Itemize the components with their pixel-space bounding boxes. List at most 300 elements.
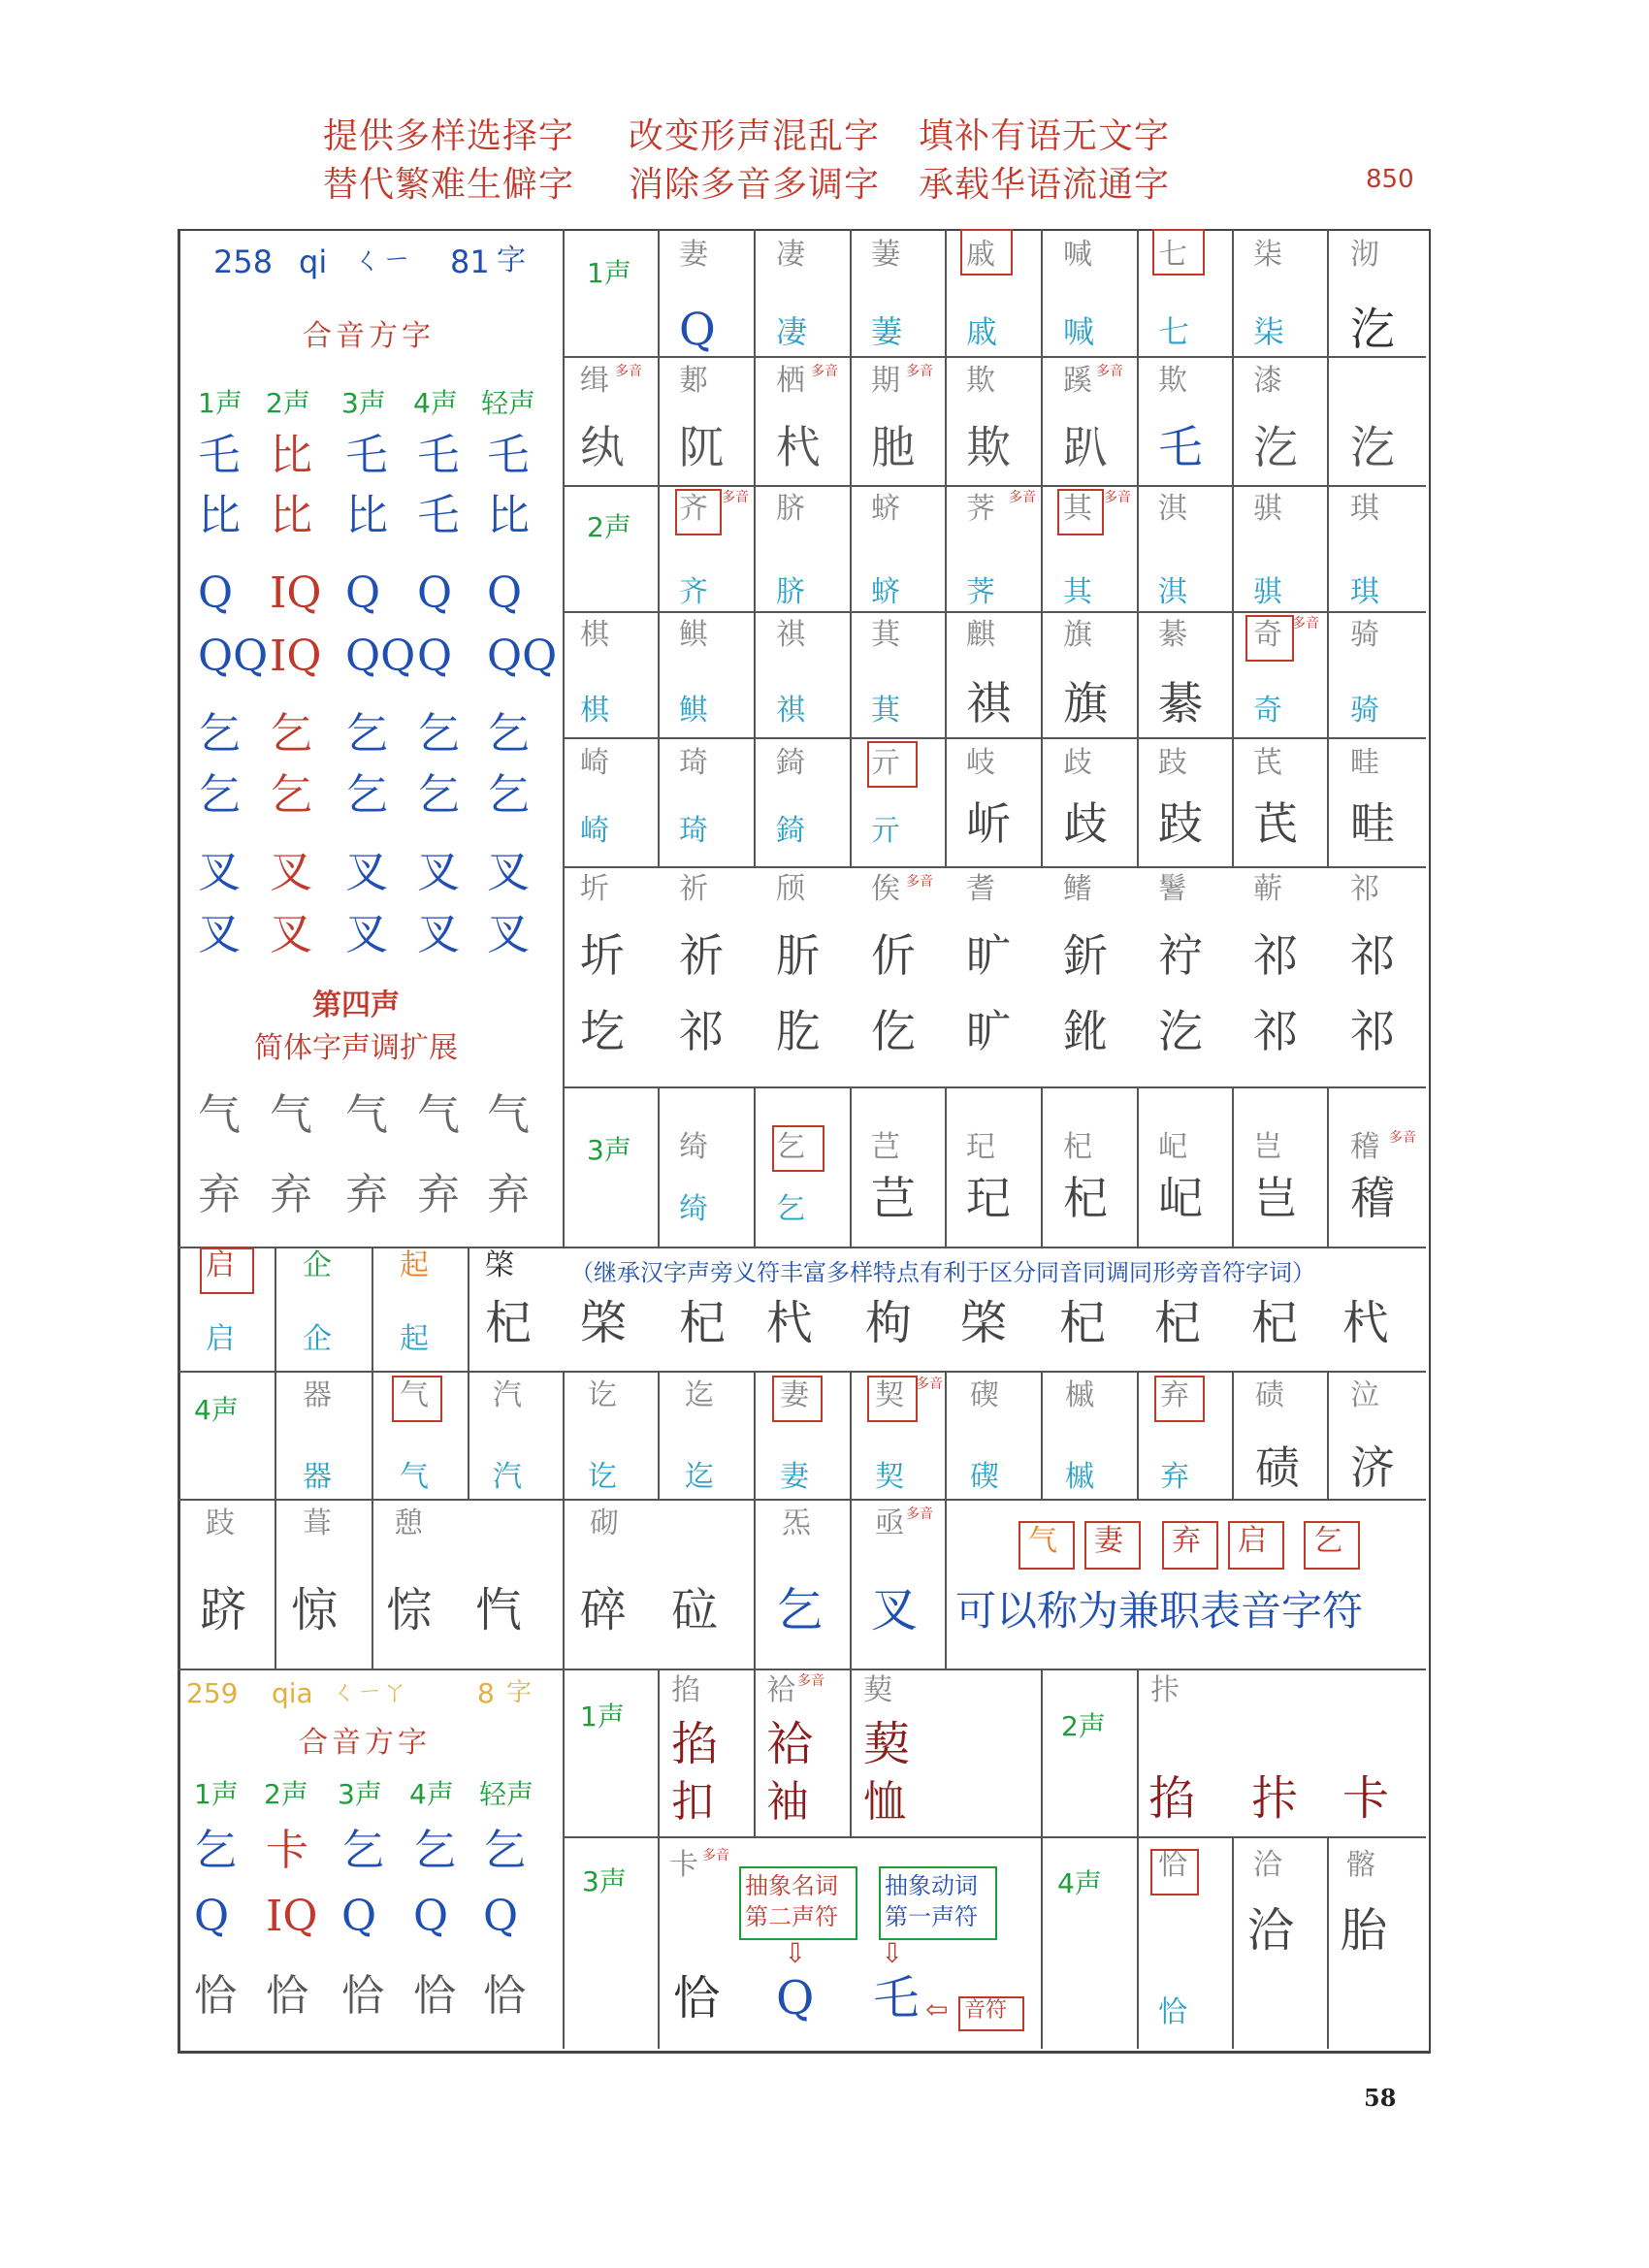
char-bot: 旷 <box>966 1005 1011 1057</box>
char-mid: 袷 <box>766 1717 814 1771</box>
char-large: 枸 <box>865 1296 913 1350</box>
char-bot: 屺 <box>1158 1172 1203 1224</box>
char-bot: 骑 <box>1350 694 1379 728</box>
noun-arrow-icon: ⇩ <box>784 1937 807 1969</box>
noun-note-2: 第二声符 <box>745 1903 838 1930</box>
char-bot: 汔 <box>1253 421 1298 473</box>
char-top: 亟 <box>875 1507 904 1540</box>
char-bot: 洽 <box>1247 1903 1295 1958</box>
ext-glyph: 弃 <box>487 1170 530 1219</box>
char-top: 歧 <box>1063 746 1092 780</box>
char-bot: 杙 <box>776 421 821 473</box>
char-top: 脐 <box>776 492 805 526</box>
char-bot: 亓 <box>871 814 900 848</box>
qi-glyph: 乞 <box>345 770 388 820</box>
sec259-subtitle: 合音方字 <box>299 1726 431 1760</box>
col-divider <box>1327 1086 1329 1247</box>
char-bot: 錡 <box>776 814 805 848</box>
char-top: 欺 <box>966 364 995 398</box>
char-bot: 碛 <box>1255 1442 1300 1494</box>
char-large: 杞 <box>485 1296 533 1350</box>
sec259-zhuyin: ㄑㄧㄚ <box>332 1678 408 1707</box>
char-top: 奇 <box>1253 618 1282 652</box>
col-divider <box>658 1836 660 2049</box>
char-top: 弃 <box>1160 1378 1189 1412</box>
char-top: 琪 <box>1350 492 1379 526</box>
qia-glyph: Q <box>413 1892 449 1941</box>
char-bot: 器 <box>303 1460 332 1494</box>
col-divider <box>1137 1669 1139 1836</box>
qi-glyph: IQ <box>270 632 322 681</box>
char-top: 泣 <box>1350 1378 1379 1412</box>
char-bot: 鈋 <box>1063 1005 1108 1057</box>
qi-glyph: 乇 <box>345 431 388 480</box>
qi-glyph: QQ <box>345 632 416 681</box>
char-bot: 柒 <box>1253 313 1285 350</box>
char-bot: 萋 <box>871 313 903 350</box>
col-divider <box>945 229 947 866</box>
char-top: 袷 <box>766 1673 795 1707</box>
char-top: 屺 <box>1158 1130 1187 1164</box>
qi-glyph: 比 <box>198 491 241 540</box>
char-top: 鲯 <box>679 618 708 652</box>
page-code: 850 <box>1366 165 1414 194</box>
char-top: 七 <box>1158 238 1187 272</box>
qia-glyph: 恰 <box>341 1971 384 2021</box>
char-bot: 恰 <box>1158 1995 1187 2029</box>
highlight-box <box>960 229 1013 275</box>
tone1-label: 1声 <box>587 257 631 289</box>
header-line2-a: 替代繁难生僻字 <box>323 165 575 205</box>
qi-glyph: 乞 <box>487 709 530 759</box>
col-divider <box>1232 1836 1234 2049</box>
char-top: 漆 <box>1253 364 1282 398</box>
tone259-header-1: 1声 <box>194 1778 239 1810</box>
row-divider <box>563 485 1426 487</box>
col-divider <box>1041 1669 1043 2049</box>
char-top: 棋 <box>580 618 609 652</box>
char-large: 杙 <box>766 1296 814 1350</box>
col-divider <box>945 1086 947 1247</box>
char-top: 齐 <box>679 492 708 526</box>
char-bot: 崎 <box>580 814 609 848</box>
char-top: 戚 <box>966 238 995 272</box>
char-top: 祺 <box>776 618 805 652</box>
char-top: 蕲 <box>1253 872 1282 906</box>
ext-glyph: 气 <box>198 1090 241 1140</box>
col-divider <box>1137 229 1139 866</box>
qia-glyph: IQ <box>266 1892 318 1941</box>
char-top: 气 <box>400 1378 429 1412</box>
char-bot: 拤 <box>1251 1771 1299 1826</box>
qia-glyph: 乞 <box>413 1826 456 1875</box>
multi-badge: 多音 <box>615 364 642 379</box>
char-bot: 乞 <box>776 1583 824 1637</box>
phon-label: 音符 <box>964 1998 1008 2023</box>
char-bot: 淇 <box>1158 575 1187 609</box>
char-bot: 绮 <box>679 1192 708 1226</box>
char-bot: 骐 <box>1253 575 1282 609</box>
sec259-tone2-label: 2声 <box>1061 1710 1106 1742</box>
col-divider <box>1327 1836 1329 2049</box>
qia-glyph: 乞 <box>483 1826 526 1875</box>
qia-glyph: Q <box>341 1892 377 1941</box>
sec258-note1: 第四声 <box>312 988 400 1022</box>
char-bot: 碎 <box>580 1583 628 1637</box>
char-top: 萁 <box>871 618 900 652</box>
multi-char: 弃 <box>1172 1524 1201 1558</box>
multi-badge: 多音 <box>797 1673 824 1689</box>
char-mid: 釿 <box>1063 929 1108 982</box>
tone3-label: 3声 <box>587 1134 631 1166</box>
qi-glyph: Q <box>198 568 234 618</box>
col-divider <box>754 1499 756 1669</box>
highlight-box <box>1154 1376 1205 1422</box>
char-bot: 汽 <box>493 1460 522 1494</box>
char-top: 跂 <box>206 1507 235 1540</box>
char-top: 碶 <box>970 1378 999 1412</box>
header-line2-c: 承载华语流通字 <box>919 165 1171 205</box>
col-divider <box>563 1499 565 1669</box>
tone2-label: 2声 <box>587 511 631 543</box>
char-top: 讫 <box>588 1378 617 1412</box>
char-bot: 契 <box>875 1460 904 1494</box>
row-divider <box>178 1499 1426 1501</box>
col-divider <box>658 229 660 866</box>
char-top: 柒 <box>1253 238 1282 272</box>
col-divider <box>468 1247 469 1371</box>
highlight-box <box>1152 229 1205 275</box>
ext-glyph: 弃 <box>270 1170 312 1219</box>
char-top: 琦 <box>679 746 708 780</box>
col-divider <box>850 1371 852 1499</box>
char-bot: 扣 <box>671 1777 714 1827</box>
sec258-note2: 简体字声调扩展 <box>254 1031 458 1065</box>
qi-glyph: QQ <box>487 632 558 681</box>
col-divider <box>563 229 565 1247</box>
char-bot: 欺 <box>966 421 1011 473</box>
char-bot: 纨 <box>580 421 625 473</box>
qi-glyph: 乇 <box>487 431 530 480</box>
char-top: 葜 <box>863 1673 892 1707</box>
sec259-tone3-top: 卡 <box>669 1848 698 1882</box>
char-top: 荠 <box>966 492 995 526</box>
tone4-label: 4声 <box>194 1394 239 1426</box>
char-bot: 荠 <box>966 575 995 609</box>
header-line1-a: 提供多样选择字 <box>323 116 575 156</box>
col-divider <box>1232 1371 1234 1499</box>
char-bot: 汔 <box>1158 1005 1203 1057</box>
char-bot: 岓 <box>966 797 1011 850</box>
sec259-tone3-bot: 恰 <box>673 1971 721 2025</box>
char-top: 祈 <box>679 872 708 906</box>
char-top: 汽 <box>493 1378 522 1412</box>
col-divider <box>754 229 756 866</box>
char-top: 洽 <box>1253 1848 1282 1882</box>
char-top: 妻 <box>679 238 708 272</box>
sec259-tone2-top: 拤 <box>1150 1673 1180 1707</box>
qi-glyph: 叉 <box>345 848 388 897</box>
char-top: 葺 <box>303 1507 332 1540</box>
char-bot: 其 <box>1063 575 1092 609</box>
qia-glyph: 恰 <box>266 1971 308 2021</box>
highlight-box <box>772 1376 823 1422</box>
char-bot: 芪 <box>1253 797 1298 850</box>
qia-glyph: 恰 <box>194 1971 237 2021</box>
qia-glyph: Q <box>483 1892 519 1941</box>
col-divider <box>275 1247 276 1371</box>
char-top: 其 <box>1063 492 1092 526</box>
col-divider <box>1137 1086 1139 1247</box>
sec259-tone4-label: 4声 <box>1057 1867 1102 1899</box>
char-top: 芑 <box>871 1130 900 1164</box>
multi-note: 可以称为兼职表音字符 <box>955 1587 1364 1635</box>
qia-glyph: 乞 <box>194 1826 237 1875</box>
char-top: 棨 <box>485 1248 514 1282</box>
char-bot: 肔 <box>871 421 916 473</box>
char-bot: 妻 <box>780 1460 809 1494</box>
char-bot: 悰 <box>386 1583 434 1637</box>
char-bot: 祺 <box>776 694 805 728</box>
qi-glyph: 乞 <box>417 709 460 759</box>
char-top: 稽 <box>1350 1130 1379 1164</box>
row-divider <box>178 1371 1426 1373</box>
char-top: 髂 <box>1346 1848 1375 1882</box>
col-divider <box>754 1669 756 1836</box>
col-divider <box>1232 229 1234 866</box>
qi-glyph: 叉 <box>417 848 460 897</box>
char-top: 鬐 <box>1158 872 1187 906</box>
char-bot: 碶 <box>970 1460 999 1494</box>
col-divider <box>468 1371 469 1499</box>
col-divider <box>1327 1371 1329 1499</box>
highlight-box <box>200 1247 254 1294</box>
char-top: 栖 <box>776 364 805 398</box>
char-bot: Q <box>679 303 716 355</box>
page-number: 58 <box>1364 2084 1397 2112</box>
char-top: 欺 <box>1158 364 1187 398</box>
qi-glyph: 乞 <box>198 770 241 820</box>
char-top: 骐 <box>1253 492 1282 526</box>
row-divider <box>178 1247 1426 1248</box>
char-bot: 玘 <box>966 1172 1011 1224</box>
multi-char: 乞 <box>1313 1524 1342 1558</box>
char-large: 杞 <box>679 1296 727 1350</box>
char-bot: 岂 <box>1253 1172 1298 1224</box>
char-mid: 祈 <box>679 929 724 982</box>
sec259-number: 259 <box>186 1677 239 1709</box>
row-divider <box>563 1086 1426 1088</box>
qi-glyph: 乞 <box>270 770 312 820</box>
qi-glyph: 比 <box>487 491 530 540</box>
char-top: 岐 <box>966 746 995 780</box>
char-bot: 畦 <box>1350 797 1395 850</box>
char-bot: 祁 <box>1253 1005 1298 1057</box>
char-top: 跂 <box>1158 746 1187 780</box>
qi-glyph: 乇 <box>417 491 460 540</box>
char-bot: 喊 <box>1063 313 1095 350</box>
sec258-zhuyin: ㄑㄧ <box>353 243 411 277</box>
ext-glyph: 气 <box>270 1090 312 1140</box>
qi-glyph: 叉 <box>198 910 241 959</box>
char-top: 耆 <box>966 872 995 906</box>
char-bot: 琪 <box>1350 575 1379 609</box>
qi-glyph: Q <box>345 568 381 618</box>
multi-badge: 多音 <box>906 1507 933 1522</box>
highlight-box <box>1245 615 1294 662</box>
col-divider <box>945 1499 947 1669</box>
qi-glyph: 比 <box>270 431 312 480</box>
char-mid: 肵 <box>776 929 821 982</box>
char-top: 凄 <box>776 238 805 272</box>
char-mid: 掐 <box>671 1717 719 1771</box>
qi-glyph: 叉 <box>270 910 312 959</box>
char-top: 祁 <box>1350 872 1379 906</box>
char-bot: 汔 <box>1350 303 1395 355</box>
qi-glyph: 比 <box>270 491 312 540</box>
tone259-header-4: 4声 <box>409 1778 454 1810</box>
multi-char: 气 <box>1028 1524 1057 1558</box>
row-divider <box>563 866 1426 868</box>
char-top: 掐 <box>671 1673 700 1707</box>
char-mid: 䘢 <box>1158 929 1203 982</box>
col-divider <box>1137 1836 1139 2049</box>
col-divider <box>1041 229 1043 866</box>
qia-glyph: 乞 <box>341 1826 384 1875</box>
highlight-box <box>867 1376 918 1422</box>
row-divider <box>563 1836 1426 1838</box>
char-bot: 杞 <box>1063 1172 1108 1224</box>
sec258-pinyin: qi <box>299 243 328 280</box>
char-top: 岂 <box>1253 1130 1282 1164</box>
char-bot: 袖 <box>766 1777 809 1827</box>
multi-badge: 多音 <box>1104 490 1131 505</box>
char-bot: 胎 <box>1341 1903 1388 1958</box>
char-top: 期 <box>871 364 900 398</box>
multi-badge: 多音 <box>1389 1130 1416 1146</box>
qi-glyph: 比 <box>345 491 388 540</box>
char-top: 喊 <box>1063 238 1092 272</box>
char-top: 錡 <box>776 746 805 780</box>
char-top: 芪 <box>1253 746 1282 780</box>
char-bot: 旗 <box>1063 677 1108 729</box>
col-divider <box>1041 1371 1043 1499</box>
char-top: 槭 <box>1065 1378 1094 1412</box>
col-divider <box>658 1371 660 1499</box>
char-bot: 祺 <box>966 677 1011 729</box>
char-bot: 琦 <box>679 814 708 848</box>
char-top: 鳍 <box>1063 872 1092 906</box>
col-divider <box>563 1669 565 2049</box>
char-bot: 跂 <box>1158 797 1203 850</box>
col-divider <box>850 1669 852 1836</box>
qi-glyph: 乞 <box>270 709 312 759</box>
char-bot: 祁 <box>679 1005 724 1057</box>
col-divider <box>372 1371 373 1499</box>
char-top: 企 <box>303 1248 332 1282</box>
char-top: 碛 <box>1255 1378 1284 1412</box>
char-bot: 济 <box>1350 1442 1395 1494</box>
char-bot: 惊 <box>291 1583 339 1637</box>
char-bot: 棋 <box>580 694 609 728</box>
char-bot: 奇 <box>1253 694 1282 728</box>
char-bot: 稽 <box>1350 1172 1395 1224</box>
qi-glyph: 乞 <box>198 709 241 759</box>
col-divider <box>563 1371 565 1499</box>
highlight-box <box>867 741 918 788</box>
qi-glyph: 乞 <box>345 709 388 759</box>
qi-glyph: 叉 <box>417 910 460 959</box>
char-top: 麒 <box>966 618 995 652</box>
qi-glyph: IQ <box>270 568 322 618</box>
noun-note-1: 抽象名词 <box>745 1872 838 1899</box>
highlight-box <box>1057 489 1104 535</box>
qi-glyph: 乞 <box>487 770 530 820</box>
char-top: 绮 <box>679 1130 708 1164</box>
char-large: 杞 <box>1154 1296 1202 1350</box>
qi-glyph: 叉 <box>345 910 388 959</box>
char-large: 杞 <box>1251 1296 1299 1350</box>
qi-glyph: Q <box>417 632 453 681</box>
qi-glyph: 叉 <box>487 848 530 897</box>
char-bot: 讫 <box>588 1460 617 1494</box>
qia-glyph: 恰 <box>413 1971 456 2021</box>
multi-char: 启 <box>1238 1524 1267 1558</box>
char-top: 淇 <box>1158 492 1187 526</box>
char-bot: 齐 <box>679 575 708 609</box>
highlight-box <box>392 1376 442 1422</box>
char-top: 郪 <box>679 364 708 398</box>
char-top: 萋 <box>871 238 900 272</box>
multi-badge: 多音 <box>1096 364 1123 379</box>
tone259-header-3: 3声 <box>338 1778 382 1810</box>
header-line1-b: 改变形声混乱字 <box>629 116 881 156</box>
tone-header-3: 3声 <box>341 387 386 419</box>
char-top: 蹊 <box>1063 364 1092 398</box>
char-top: 畦 <box>1350 746 1379 780</box>
char-bot: 叉 <box>871 1583 919 1637</box>
char-bot: 芑 <box>871 1172 916 1224</box>
char-bot: 气 <box>400 1460 429 1494</box>
char-top: 綦 <box>1158 618 1187 652</box>
left-arrow-icon: ⇦ <box>925 1993 949 2025</box>
qi-glyph: 叉 <box>198 848 241 897</box>
multi-badge: 多音 <box>702 1848 729 1863</box>
char-top: 蛴 <box>871 492 900 526</box>
char-bot: 砬 <box>671 1583 719 1637</box>
char-bot: 槭 <box>1065 1460 1094 1494</box>
char-top: 起 <box>400 1248 429 1282</box>
char-bot: 趴 <box>1063 421 1108 473</box>
col-divider <box>754 1086 756 1247</box>
col-divider <box>275 1371 276 1499</box>
tone-header-2: 2声 <box>266 387 310 419</box>
char-bot: 脐 <box>776 575 805 609</box>
ext-glyph: 弃 <box>417 1170 460 1219</box>
ext-glyph: 气 <box>487 1090 530 1140</box>
char-top: 亓 <box>871 746 900 780</box>
char-large: 棨 <box>960 1296 1008 1350</box>
verb-arrow-icon: ⇩ <box>881 1937 904 1969</box>
highlight-box <box>1150 1849 1199 1895</box>
col-divider <box>1327 229 1329 866</box>
char-large: 杙 <box>1342 1296 1390 1350</box>
char-bot: 凄 <box>776 313 808 350</box>
sec259-count: 8 <box>477 1677 495 1709</box>
col-divider <box>1232 1086 1234 1247</box>
char-mid: 祁 <box>1253 929 1298 982</box>
col-divider <box>275 1499 276 1669</box>
